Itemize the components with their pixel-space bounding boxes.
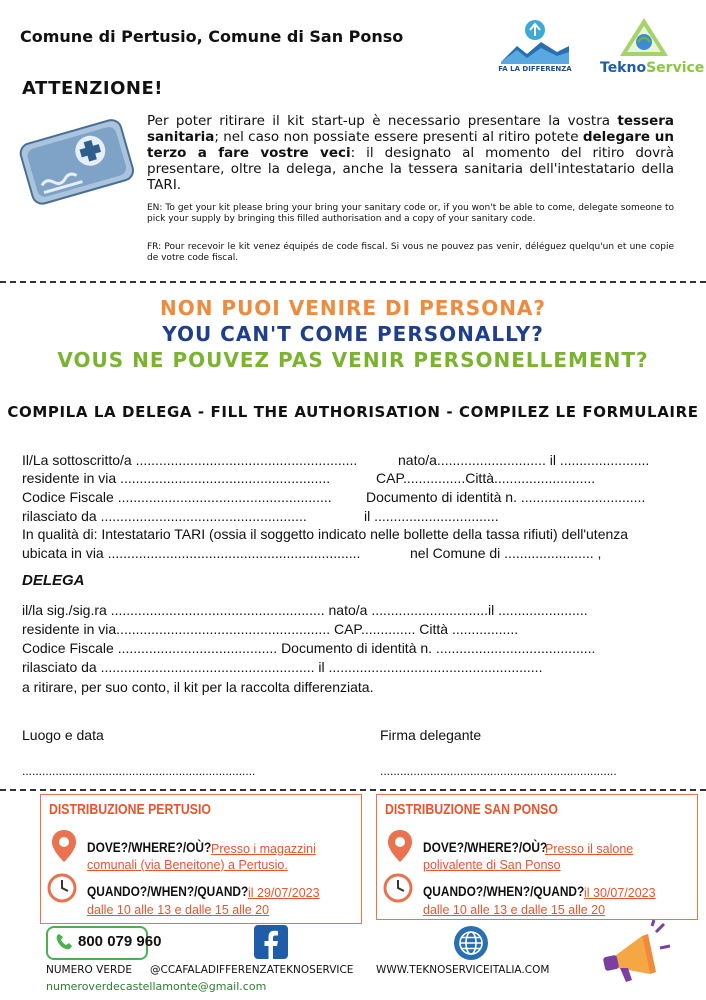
form-line-cap[interactable]: CAP................Città..........................	[376, 470, 596, 486]
form-line-birth[interactable]: nato/a............................ il .......................	[398, 452, 650, 468]
delegate-line-fiscal[interactable]: Codice Fiscale ......................................... Documento di identità n. .........................................	[22, 640, 596, 656]
delegate-line-address[interactable]: residente in via....................................................... CAP.............. Città .................	[22, 621, 519, 637]
it-part-2: tessera sanitaria	[147, 113, 674, 145]
french-notice: FR: Pour recevoir le kit venez équipés de code fiscal. Si vous ne pouvez pas venir, déléguez quelqu'un et une copie de votre code fiscal.	[147, 242, 674, 263]
social-handle[interactable]: @CCAFALADIFFERENZATEKNOSERVICE	[150, 964, 354, 976]
numero-verde-label: NUMERO VERDE	[46, 964, 132, 976]
logo1-text: FA LA DIFFERENZA	[498, 65, 572, 73]
it-part-3: ; nel caso non possiate essere presenti al ritiro potete	[214, 129, 583, 145]
facebook-icon[interactable]	[254, 925, 288, 959]
where-value-1[interactable]: Presso il salone	[545, 842, 634, 856]
email-link[interactable]: numeroverdecastellamonte@gmail.com	[46, 980, 267, 993]
tekno-service-logo-icon	[606, 14, 682, 60]
tekno-service-logo	[600, 14, 705, 80]
location-pin-icon	[51, 829, 77, 863]
place-date-label: Luogo e data	[22, 727, 104, 743]
globe-icon[interactable]	[453, 925, 489, 961]
form-line-fiscal-code[interactable]: Codice Fiscale .......................................................	[22, 489, 332, 505]
when-date[interactable]: il 30/07/2023	[584, 886, 656, 900]
clock-icon	[47, 873, 77, 903]
when-date[interactable]: il 29/07/2023	[248, 886, 320, 900]
italian-notice	[147, 113, 674, 193]
health-card-icon	[16, 113, 136, 205]
place-date-line[interactable]: ......................................................................	[22, 764, 256, 778]
megaphone-icon	[598, 918, 672, 992]
delegate-purpose: a ritirare, per suo conto, il kit per la raccolta differenziata.	[22, 679, 374, 695]
distribution-box-pertusio	[40, 794, 362, 924]
form-line-address[interactable]: residente in via ......................................................	[22, 470, 331, 486]
delegate-line-name[interactable]: il/la sig./sig.ra ....................................................... nato/a ..............................il .......................	[22, 602, 588, 618]
divider-bottom	[0, 789, 706, 791]
where-value-2[interactable]: polivalente di San Ponso	[423, 858, 561, 872]
it-part-1: Per poter ritirare il kit start-up è necessario presentare la vostra	[147, 113, 618, 129]
when-hours[interactable]: dalle 10 alle 13 e dalle 15 alle 20	[87, 903, 270, 917]
box-title: DISTRIBUZIONE SAN PONSO	[385, 801, 558, 818]
clock-icon	[383, 873, 413, 903]
fa-la-differenza-logo	[497, 16, 573, 80]
signature-line[interactable]: .......................................................................	[380, 764, 617, 778]
website-link[interactable]: WWW.TEKNOSERVICEITALIA.COM	[376, 964, 550, 976]
form-line-role: In qualità di: Intestatario TARI (ossia il soggetto indicato nelle bollette della tassa rifiuti) dell'utenza	[22, 526, 629, 542]
form-line-name[interactable]: Il/La sottoscritto/a .........................................................	[22, 452, 358, 468]
header-title: Comune di Pertusio, Comune di San Ponso	[20, 27, 404, 46]
where-value-1[interactable]: Presso i magazzini	[211, 842, 316, 856]
signature-label: Firma delegante	[380, 727, 482, 743]
it-part-5: : il designato al momento del ritiro dovrà presentare, oltre la delega, anche la tessera sanitaria dell'intestatario della TARI.	[147, 145, 674, 193]
headline-english: YOU CAN'T COME PERSONALLY?	[162, 322, 544, 346]
phone-number: 800 079 960	[78, 933, 162, 950]
location-pin-icon	[387, 829, 413, 863]
where-label: DOVE?/WHERE?/OÙ?	[87, 839, 212, 855]
delegate-line-issued[interactable]: rilasciato da ....................................................... il .......................................................	[22, 659, 543, 675]
compila-heading: COMPILA LA DELEGA - FILL THE AUTHORISATION - COMPILEZ LE FORMULAIRE	[7, 403, 699, 421]
form-line-issued-date[interactable]: il ................................	[364, 508, 499, 524]
box-title: DISTRIBUZIONE PERTUSIO	[49, 801, 211, 818]
form-line-municipality[interactable]: nel Comune di ....................... ,	[410, 545, 602, 561]
form-line-issued-by[interactable]: rilasciato da .....................................................	[22, 508, 307, 524]
delega-heading: DELEGA	[22, 572, 85, 589]
where-value-2[interactable]: comunali (via Beneitone) a Pertusio.	[87, 858, 288, 872]
english-notice: EN: To get your kit please bring your bring your sanitary code or, if you won't be able to come, delegate someone to pick your supply by bringing this filled authorisation and a copy of your sanitary code.	[147, 203, 674, 224]
logo2-text-a: Tekno	[600, 60, 647, 76]
distribution-box-san-ponso	[376, 794, 698, 920]
when-label: QUANDO?/WHEN?/QUAND?	[87, 883, 249, 899]
form-line-document[interactable]: Documento di identità n. ................................	[366, 489, 646, 505]
headline-italian: NON PUOI VENIRE DI PERSONA?	[159, 296, 547, 320]
logo2-text-b: Service	[646, 60, 705, 76]
where-label: DOVE?/WHERE?/OÙ?	[423, 839, 548, 855]
recycle-logo-icon	[497, 16, 573, 66]
divider-top	[0, 281, 706, 283]
phone-icon	[54, 932, 74, 952]
form-line-utility-address[interactable]: ubicata in via .................................................................	[22, 545, 361, 561]
when-label: QUANDO?/WHEN?/QUAND?	[423, 883, 585, 899]
it-part-4: delegare un terzo a fare vostre veci	[147, 129, 674, 161]
phone-badge[interactable]	[46, 926, 162, 960]
logo2-text	[600, 60, 705, 76]
when-hours[interactable]: dalle 10 alle 13 e dalle 15 alle 20	[423, 903, 606, 917]
attention-heading: ATTENZIONE!	[22, 78, 163, 99]
headline-french: VOUS NE POUVEZ PAS VENIR PERSONELLEMENT?	[57, 348, 649, 372]
